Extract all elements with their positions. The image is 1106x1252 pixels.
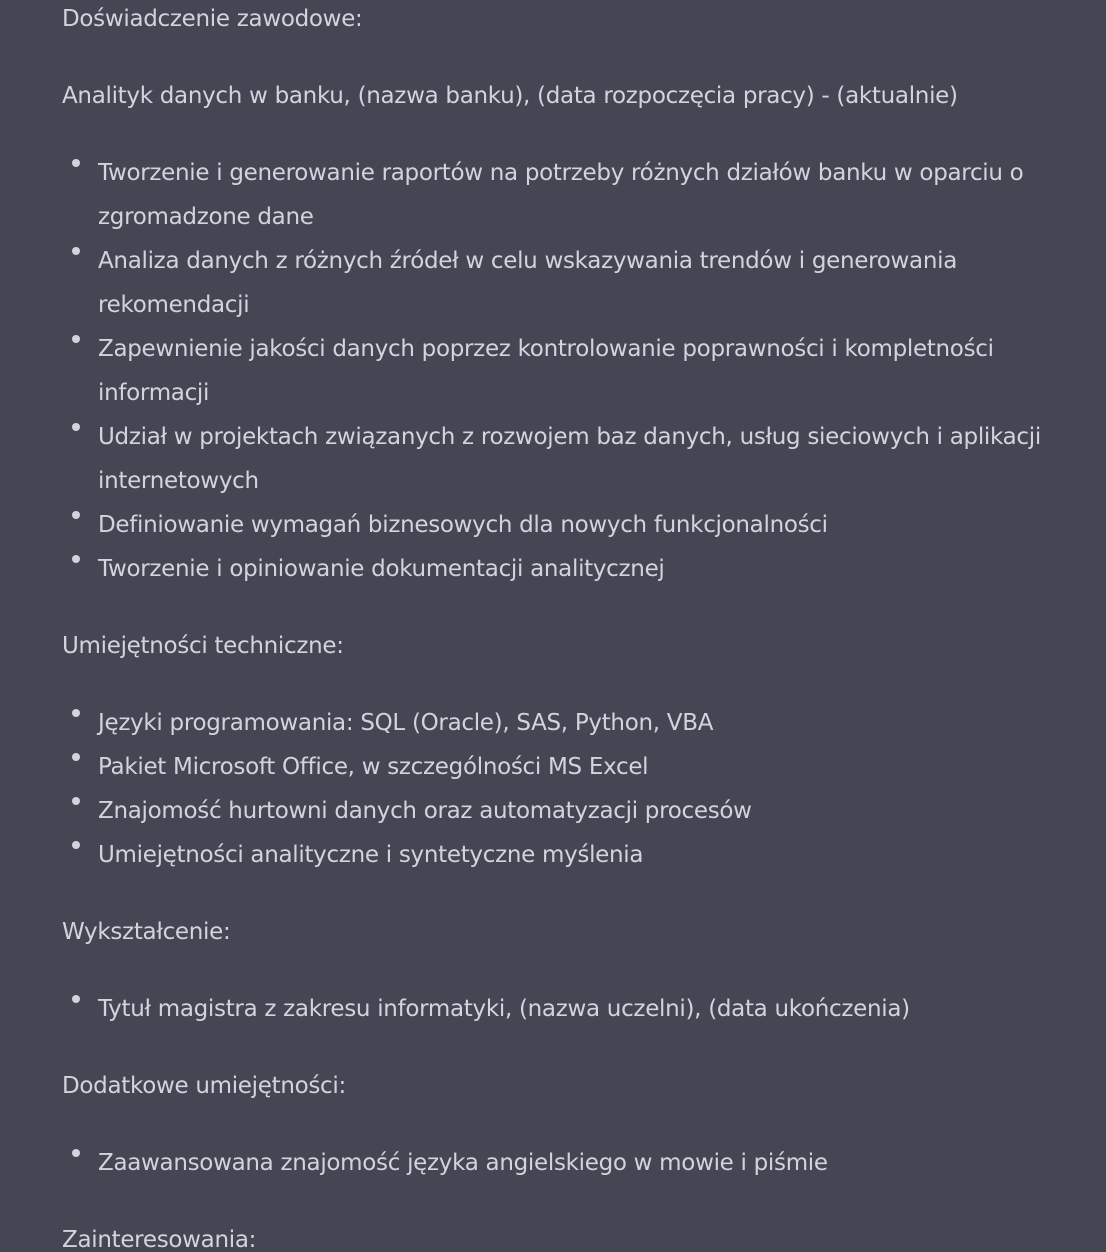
bullet-icon — [72, 555, 80, 563]
list-item: Zaawansowana znajomość języka angielskiego w mowie i piśmie — [98, 1141, 1072, 1185]
tech-skills-list — [62, 701, 1072, 877]
interests-heading: Zainteresowania: — [62, 1227, 257, 1252]
message-content — [62, 0, 1072, 1252]
additional-skills-list — [62, 1141, 1072, 1185]
bullet-icon — [72, 1149, 80, 1157]
list-item: Języki programowania: SQL (Oracle), SAS, Python, VBA — [98, 701, 1072, 745]
experience-list — [62, 151, 1072, 591]
tech-skills-heading: Umiejętności techniczne: — [62, 633, 344, 659]
education-list — [62, 987, 1072, 1031]
bullet-icon — [72, 423, 80, 431]
list-item: Zapewnienie jakości danych poprzez kontrolowanie poprawności i kompletności informacji — [98, 327, 1072, 415]
list-item: Umiejętności analityczne i syntetyczne myślenia — [98, 833, 1072, 877]
list-item: Znajomość hurtowni danych oraz automatyzacji procesów — [98, 789, 1072, 833]
list-item: Udział w projektach związanych z rozwojem baz danych, usług sieciowych i aplikacji internetowych — [98, 415, 1072, 503]
list-item: Definiowanie wymagań biznesowych dla nowych funkcjonalności — [98, 503, 1072, 547]
list-item: Analiza danych z różnych źródeł w celu wskazywania trendów i generowania rekomendacji — [98, 239, 1072, 327]
bullet-icon — [72, 797, 80, 805]
bullet-icon — [72, 511, 80, 519]
bullet-icon — [72, 247, 80, 255]
list-item: Pakiet Microsoft Office, w szczególności MS Excel — [98, 745, 1072, 789]
list-item: Tytuł magistra z zakresu informatyki, (nazwa uczelni), (data ukończenia) — [98, 987, 1072, 1031]
bullet-icon — [72, 335, 80, 343]
job-title: Analityk danych w banku, (nazwa banku), (data rozpoczęcia pracy) - (aktualnie) — [62, 83, 958, 109]
list-item: Tworzenie i opiniowanie dokumentacji analitycznej — [98, 547, 1072, 591]
bullet-icon — [72, 709, 80, 717]
bullet-icon — [72, 995, 80, 1003]
bullet-icon — [72, 159, 80, 167]
bullet-icon — [72, 841, 80, 849]
experience-heading: Doświadczenie zawodowe: — [62, 6, 363, 32]
additional-skills-heading: Dodatkowe umiejętności: — [62, 1073, 346, 1099]
education-heading: Wykształcenie: — [62, 919, 231, 945]
bullet-icon — [72, 753, 80, 761]
list-item: Tworzenie i generowanie raportów na potrzeby różnych działów banku w oparciu o zgromadzone dane — [98, 151, 1072, 239]
